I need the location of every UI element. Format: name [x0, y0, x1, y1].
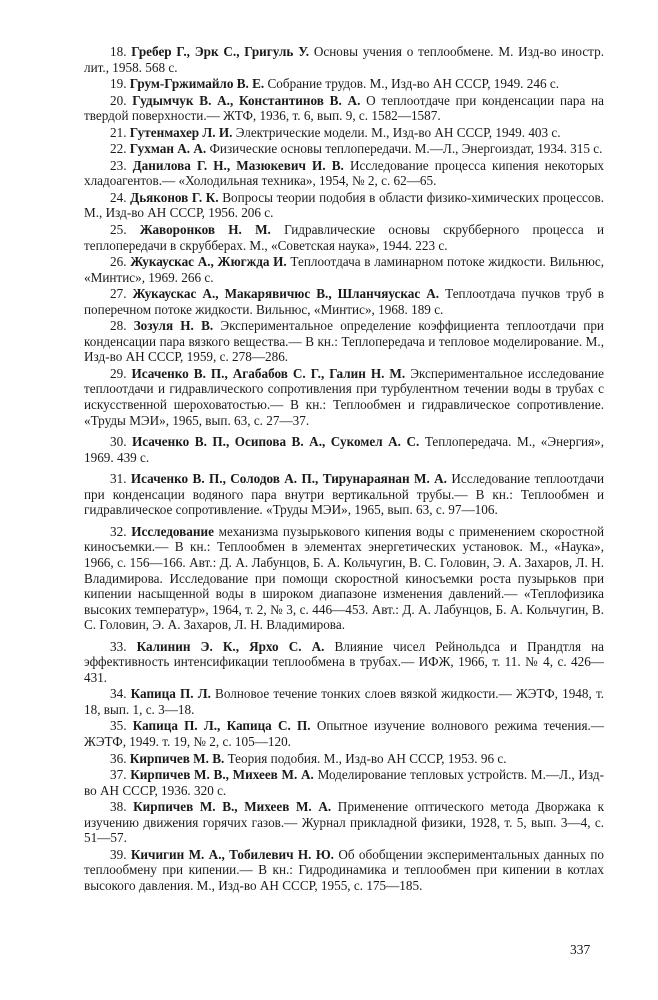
reference-entry-34: 34. Капица П. Л. Волновое течение тонких слоев вязкой жидкости.— ЖЭТФ, 1948, т. 18, вып. 1, с. 3—18. — [84, 686, 605, 717]
reference-entry-23: 23. Данилова Г. Н., Мазюкевич И. В. Исследование процесса кипения некоторых хладоагентов.— «Холодильная техника», 1954, № 2, с. 62—65. — [84, 157, 605, 189]
reference-entry-28: 28. Зозуля Н. В. Экспериментальное определение коэффициента теплоотдачи при конденсации пара вязкого вещества.— В кн.: Теплопередача и тепловое моделирование. М., Изд-во АН СССР, 1959, с. 278—286. — [84, 318, 604, 365]
reference-entry-29: 29. Исаченко В. П., Агабабов С. Г., Галин Н. М. Экспериментальное исследование теплоотдачи и гидравлического сопротивления при турбулентном течении воды в трубах с искусственной шероховатостью.— В кн.: Теплообмен и гидравлическое сопротивление. «Труды МЭИ», 1965, вып. 63, с. 27—37. — [84, 365, 605, 428]
reference-entry-24: 24. Дьяконов Г. К. Вопросы теории подобия в области физико-химических процессов. М., Изд-во АН СССР, 1956. 206 с. — [84, 189, 605, 221]
reference-list — [84, 44, 604, 894]
reference-entry-22: 22. Гухман А. А. Физические основы теплопередачи. М.—Л., Энергоиздат, 1934. 315 с. — [110, 141, 603, 157]
reference-entry-30: 30. Исаченко В. П., Осипова В. А., Сукомел А. С. Теплопередача. М., «Энергия», 1969. 439 с. — [84, 434, 605, 465]
reference-entry-33: 33. Калинин Э. К., Ярхо С. А. Влияние чисел Рейнольдса и Прандтля на эффективность интенсификации теплообмена в трубах.— ИФЖ, 1966, т. 11. № 4, с. 426—431. — [84, 638, 604, 685]
reference-entry-27: 27. Жукаускас А., Макарявичюс В., Шланчяускас А. Теплоотдача пучков труб в поперечном потоке жидкости. Вильнюс, «Минтис», 1968. 189 с. — [84, 286, 605, 317]
reference-entry-39: 39. Кичигин М. А., Тобилевич Н. Ю. Об обобщении экспериментальных данных по теплообмену при кипении.— В кн.: Гидродинамика и теплообмен при кипении в котлах высокого давления. М., Изд-во АН СССР, 1955, с. 175—185. — [84, 846, 604, 893]
reference-entry-21: 21. Гутенмахер Л. И. Электрические модели. М., Изд-во АН СССР, 1949. 403 с. — [110, 124, 561, 140]
reference-entry-36: 36. Кирпичев М. В. Теория подобия. М., Изд-во АН СССР, 1953. 96 с. — [110, 750, 507, 766]
reference-entry-18: 18. Гребер Г., Эрк С., Григуль У. Основы учения о теплообмене. М. Изд-во иностр. лит., 1958. 568 с. — [84, 44, 605, 75]
reference-entry-32: 32. Исследование механизма пузырькового кипения воды с применением скоростной киносъемки.— В кн.: Теплообмен в элементах энергетических установок. М., «Наука», 1966, с. 156—166. Авт.: Д. А. Лабунцов, Б. А. Кольчугин, В. С. Головин, Э. А. Захаров, Л. Н. Владимирова. Исследование при помощи скоростной киносъемки роста пузырьков при кипении насыщенной воды в широком диапазоне изменения давлений.— «Теплофизика высоких температур», 1964, т. 2, № 3, с. 446—453. Авт.: Д. А. Лабунцов, Б. А. Кольчугин, В. С. Головин, Э. А. Захаров, Л. Н. Владимирова. — [84, 523, 605, 633]
page-number: 337 — [570, 942, 591, 957]
reference-entry-25: 25. Жаворонков Н. М. Гидравлические основы скрубберного процесса и теплопередачи в скрубберах. М., «Советская наука», 1944. 223 с. — [84, 222, 605, 253]
reference-entry-37: 37. Кирпичев М. В., Михеев М. А. Моделирование тепловых устройств. М.—Л., Изд-во АН СССР, 1936. 320 с. — [84, 767, 604, 798]
reference-entry-26: 26. Жукаускас А., Жюгжда И. Теплоотдача в ламинарном потоке жидкости. Вильнюс, «Минтис», 1969. 266 с. — [84, 254, 604, 285]
reference-entry-35: 35. Капица П. Л., Капица С. П. Опытное изучение волнового режима течения.— ЖЭТФ, 1949. т. 19, № 2, с. 105—120. — [84, 718, 605, 749]
reference-entry-19: 19. Грум-Гржимайло В. Е. Собрание трудов. М., Изд-во АН СССР, 1949. 246 с. — [110, 76, 560, 92]
reference-entry-20: 20. Гудымчук В. А., Константинов В. А. О теплоотдаче при конденсации пара на твердой поверхности.— ЖТФ, 1936, т. 6, вып. 9, с. 1582—1587. — [84, 92, 604, 124]
reference-entry-38: 38. Кирпичев М. В., Михеев М. А. Применение оптического метода Дворжака к изучению движения горячих газов.— Журнал прикладной физики, 1928, т. 5, вып. 3—4, с. 51—57. — [84, 799, 604, 846]
reference-entry-31: 31. Исаченко В. П., Солодов А. П., Тирунараянан М. А. Исследование теплоотдачи при конденсации водяного пара внутри вертикальной трубы.— В кн.: Теплообмен и гидравлическое сопротивление. «Труды МЭИ», 1965, вып. 63, с. 97—106. — [84, 471, 605, 518]
